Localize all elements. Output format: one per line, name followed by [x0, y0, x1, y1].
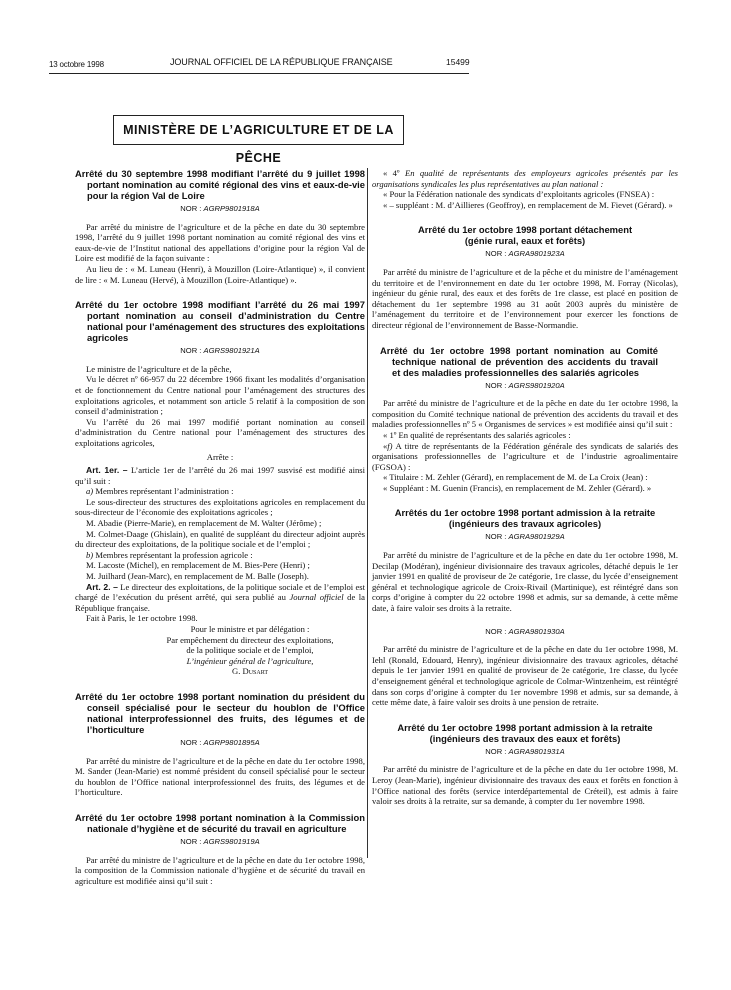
header-rule [49, 73, 469, 74]
nor-code: AGRA9801930A [508, 626, 565, 636]
paragraph: M. Colmet-Daage (Ghislain), en qualité de suppléant du directeur adjoint auprès du directeur des exploitations, de la politique sociale et de l’emploi ; [75, 528, 365, 550]
paragraph: M. Lacoste (Michel), en remplacement de M. Bies-Pere (Henri) ; [86, 560, 310, 571]
done-at: Fait à Paris, le 1er octobre 1998. [86, 613, 198, 624]
list-marker: a) [86, 486, 94, 497]
paragraph: Vu le décret nº 66-957 du 22 décembre 1966 fixant les modalités d’organisation et de fonctionnement du Centre national pour l’aménagement des structures des exploitations agricoles, et notamment son article 5 relatif à la composition de son conseil d’administration ; [75, 374, 365, 417]
paragraph: M. Juilhard (Jean-Marc), en remplacement de M. Balle (Joseph). [86, 571, 309, 582]
continuation-hygiene [372, 168, 678, 210]
signature-block [75, 624, 365, 677]
nor-code: AGRS9801920A [508, 380, 565, 390]
decree-title: Arrêté du 1er octobre 1998 portant détachement (génie rural, eaux et forêts) [417, 224, 633, 247]
decree-comite-technique [372, 345, 678, 494]
signature-line: Par empêchement du directeur des exploitations, [166, 634, 334, 645]
right-column [372, 168, 678, 807]
nor-reference [372, 747, 678, 758]
article-label: Art. 1er. – [86, 465, 128, 476]
decree-retraite-travaux-agricoles [372, 507, 678, 707]
left-column [75, 168, 365, 886]
nor-reference [372, 249, 678, 260]
nor-label: NOR : [485, 380, 507, 390]
paragraph: Le sous-directeur des structures des exploitations agricoles en remplacement du sous-directeur de l’économie des exploitations agricoles ; [75, 496, 365, 518]
article-label: Art. 2. – [86, 581, 118, 592]
decree-title: Arrêté du 1er octobre 1998 portant nomination du président du conseil spécialisé pour le secteur du houblon de l’Office national interprofessionnel des fruits, des légumes et de l’horticulture [75, 690, 365, 735]
paragraph: Le ministre de l’agriculture et de la pêche, [86, 363, 232, 374]
ministry-heading: MINISTÈRE DE L’AGRICULTURE ET DE LA PÊCHE [113, 115, 404, 145]
paragraph: Par arrêté du ministre de l’agriculture et de la pêche en date du 1er octobre 1998, la composition du Comité technique national de prévention des accidents du travail et des maladies professionnelles nº 5 « Organismes de services » est modifiée ainsi qu’il suit : [372, 398, 678, 430]
nor-label: NOR : [485, 746, 507, 756]
paragraph: Par arrêté du ministre de l’agriculture et de la pêche en date du 1er octobre 1998, M. Decilap (Modéran), ingénieur divisionnaire des travaux agricoles, détaché depuis le 1er janvier 1991 en qualité de proviseur de 2e catégorie, 1re classe, du lycée d’enseignement général et technologique agricole de Croix-Rivail (Martinique), est réintégré dans son corps d’origine à compter du 22 octobre 1998 et admis, sur sa demande, à cette même date, à faire valoir ses droits à la retraite. [372, 550, 678, 614]
list-marker: f) [387, 440, 393, 451]
paragraph: Par arrêté du ministre de l’agriculture et de la pêche en date du 30 septembre 1998, l’arrêté du 9 juillet 1998 portant nomination au comité régional des vins et eaux-de-vie de l’Institut national des appellations d’origine pour la région Val de Loire est modifié de la façon suivante : [75, 221, 365, 264]
nor-reference [75, 738, 365, 749]
decree-title: Arrêté du 30 septembre 1998 modifiant l’arrêté du 9 juillet 1998 portant nomination au comité régional des vins et eaux-de-vie pour la région Val de Loire [75, 168, 365, 201]
italic-text: En qualité de représentants des employeurs agricoles présentés par les organisations syndicales les plus représentatives au plan national : [372, 168, 678, 189]
paragraph: Par arrêté du ministre de l’agriculture et de la pêche en date du 1er octobre 1998, M. Iehl (Ronald, Edouard, Henry), ingénieur divisionnaire des travaux agricoles, détaché depuis le 1er janvier 1991 en qualité de proviseur de 2e catégorie, 1re classe, du lycée d’enseignement général et technologique agricole de Colmar-Wintzenheim, est réintégré dans son corps d’origine à compter du 1er novembre 1998 et admis, sur sa demande, à cette même date, à faire valoir ses droits à une pension de retraite. [372, 644, 678, 708]
nor-label: NOR : [180, 737, 202, 747]
nor-code: AGRA9801931A [508, 746, 565, 756]
paragraph: Vu l’arrêté du 26 mai 1997 modifié portant nomination au conseil d’administration du Centre national pour l’aménagement des structures des exploitations agricoles, [75, 416, 365, 448]
nor-reference [75, 204, 365, 215]
article-2 [75, 582, 365, 614]
nor-code: AGRP9801895A [203, 737, 260, 747]
nor-code: AGRS9801919A [203, 836, 260, 846]
paragraph: « Suppléant : M. Guenin (Francis), en remplacement de M. Zehler (Gérard). » [383, 482, 652, 493]
journal-reference: Journal officiel [289, 592, 344, 603]
quote-prefix: « [383, 440, 388, 451]
nor-label: NOR : [180, 836, 202, 846]
header-date: 13 octobre 1998 [49, 60, 104, 69]
nor-label: NOR : [485, 626, 507, 636]
paragraph: Par arrêté du ministre de l’agriculture et de la pêche en date du 1er octobre 1998, M. Sander (Jean-Marie) est nommé président du conseil spécialisé pour le secteur du houblon de l’Office national interprofessionnel des fruits, des légumes et de l’horticulture. [75, 755, 365, 798]
paragraph: Par arrêté du ministre de l’agriculture et de la pêche en date du 1er octobre 1998, M. Leroy (Jean-Marie), ingénieur divisionnaire des travaux des eaux et forêts en fonction à l’Office national des forêts (service interdépartemental de Créteil), est admis à faire valoir ses droits à la retraite, sur sa demande, à compter du 1er novembre 1998. [372, 764, 678, 807]
decree-title: Arrêté du 1er octobre 1998 portant admission à la retraite (ingénieurs des travaux des eaux et forêts) [397, 721, 653, 744]
nor-label: NOR : [485, 532, 507, 542]
paragraph: Par arrêté du ministre de l’agriculture et de la pêche en date du 1er octobre 1998, la composition de la Commission nationale d’hygiène et de sécurité du travail en agriculture est modifiée ainsi qu’il suit : [75, 854, 365, 886]
column-divider [367, 168, 368, 858]
arrete-label: Arrête : [206, 451, 234, 462]
article-1 [75, 465, 365, 486]
journal-title: JOURNAL OFFICIEL DE LA RÉPUBLIQUE FRANÇAISE [170, 57, 393, 67]
decree-val-de-loire [75, 168, 365, 285]
nor-reference [372, 532, 678, 543]
nor-reference [372, 627, 678, 638]
list-text: Membres représentant l’administration : [95, 486, 234, 497]
decree-detachement [372, 224, 678, 246]
nor-label: NOR : [180, 346, 202, 356]
paragraph: « Pour la Fédération nationale des syndicats d’exploitants agricoles (FNSEA) : [383, 189, 655, 200]
paragraph: Par arrêté du ministre de l’agriculture et de la pêche et du ministre de l’aménagement du territoire et de l’environnement en date du 1er octobre 1998, M. Forray (Nicolas), ingénieur du génie rural, des eaux et des forêts de 1re classe, est placé en position de détachement du 1er septembre 1998 au 31 août 2003 auprès du ministère de l’aménagement du territoire et de l’environnement pour exercer les fonctions de directeur régional de l’environnement de Basse-Normandie. [372, 266, 678, 330]
nor-reference [75, 837, 365, 848]
decree-title: Arrêtés du 1er octobre 1998 portant admission à la retraite (ingénieurs des travaux agricoles) [394, 507, 656, 530]
nor-reference [75, 346, 365, 357]
nor-label: NOR : [485, 249, 507, 259]
nor-reference [372, 381, 678, 392]
nor-code: AGRA9801929A [508, 532, 565, 542]
paragraph [372, 168, 678, 189]
article-text: Le directeur des exploitations, de la politique sociale et de l’emploi est chargé de l’exécution du présent arrêté, qui sera publié au [75, 581, 366, 603]
article-text: de la République française. [75, 592, 365, 613]
article-text: L’article 1er de l’arrêté du 26 mai 1997 susvisé est modifié ainsi qu’il suit : [75, 465, 366, 486]
signatory-name: G. Dusart [231, 666, 269, 677]
list-marker: b) [86, 549, 94, 560]
signature-line: de la politique sociale et de l’emploi, [186, 645, 314, 656]
paragraph: « Titulaire : M. Zehler (Gérard), en remplacement de M. de La Croix (Jean) : [383, 472, 648, 483]
decree-hygiene [75, 812, 365, 886]
nor-code: AGRP9801918A [203, 204, 260, 213]
decree-retraite-eaux-forets [372, 722, 678, 807]
nor-code: AGRA9801923A [508, 249, 565, 259]
list-text: A titre de représentants de la Fédération générale des syndicats de salariés des organisations professionnelles de l’agriculture et de l’industrie agroalimentaire (FGSOA) : [372, 440, 678, 472]
nor-label: NOR : [180, 204, 202, 213]
decree-title: Arrêté du 1er octobre 1998 portant nomination au Comité technique national de prévention des accidents du travail et des maladies professionnelles des salariés agricoles [380, 344, 658, 378]
nor-code: AGRS9801921A [203, 346, 260, 356]
signature-line: L’ingénieur général de l’agriculture, [186, 655, 314, 666]
decree-title: Arrêté du 1er octobre 1998 portant nomination à la Commission nationale d’hygiène et de sécurité du travail en agriculture [75, 811, 365, 834]
paragraph: « 1º En qualité de représentants des salariés agricoles : [383, 429, 571, 440]
decree-cnasea [75, 299, 365, 677]
paragraph: « – suppléant : M. d’Aillieres (Geoffroy), en remplacement de M. Fievet (Gérard). » [383, 199, 673, 210]
signature-line: Pour le ministre et par délégation : [190, 624, 310, 634]
paragraph [75, 550, 365, 561]
decree-houblon [75, 691, 365, 798]
page-number: 15499 [446, 57, 470, 67]
paragraph: M. Abadie (Pierre-Marie), en remplacement de M. Walter (Jérôme) ; [86, 518, 322, 529]
paragraph [372, 441, 678, 473]
decree-title: Arrêté du 1er octobre 1998 modifiant l’arrêté du 26 mai 1997 portant nomination au conseil d’administration du Centre national pour l’aménagement des structures des exploitations agricoles [75, 299, 365, 344]
paragraph: Au lieu de : « M. Luneau (Henri), à Mouzillon (Loire-Atlantique) », il convient de lire : « M. Luneau (Hervé), à Mouzillon (Loire-Atlantique) ». [75, 263, 365, 285]
paragraph [75, 486, 365, 497]
quote-prefix: « 4º [383, 168, 400, 178]
list-text: Membres représentant la profession agricole : [95, 549, 253, 560]
